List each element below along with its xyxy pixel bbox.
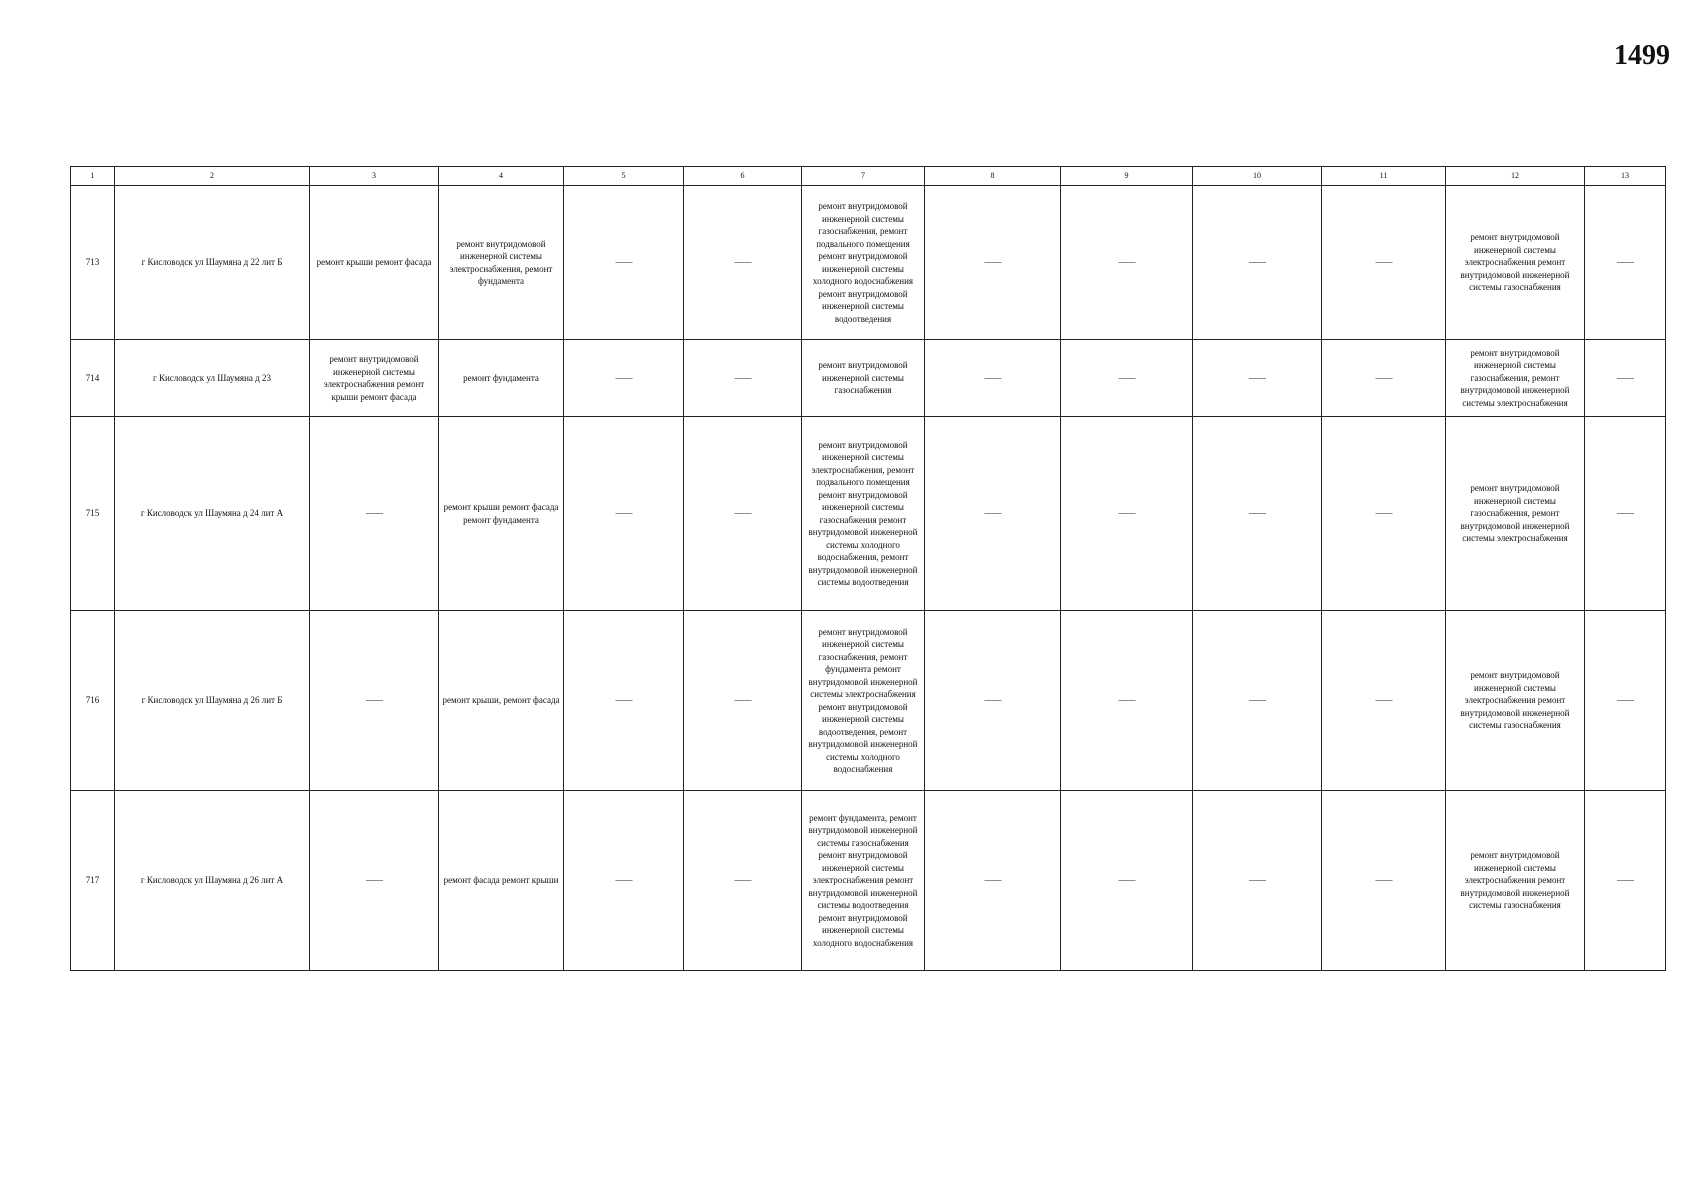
cell-col3: —— [310,791,439,971]
cell-col12: ремонт внутридомовой инженерной системы электроснабжения ремонт внутридомовой инженерной системы газоснабжения [1446,186,1585,340]
cell-col7: ремонт внутридомовой инженерной системы газоснабжения, ремонт фундамента ремонт внутридомовой инженерной системы электроснабжения ремонт внутридомовой инженерной системы водоотведения, ремонт внутридомовой инженерной системы холодного водоснабжения [802,611,925,791]
cell-col10: —— [1193,611,1322,791]
row-address: г Кисловодск ул Шаумяна д 24 лит А [115,417,310,611]
cell-col8: —— [925,791,1061,971]
cell-col11: —— [1322,417,1446,611]
row-address: г Кисловодск ул Шаумяна д 26 лит А [115,791,310,971]
col-header-4: 4 [439,167,564,186]
col-header-12: 12 [1446,167,1585,186]
col-header-3: 3 [310,167,439,186]
cell-col7: ремонт внутридомовой инженерной системы газоснабжения, ремонт подвального помещения ремонт внутридомовой инженерной системы холодного водоснабжения ремонт внутридомовой инженерной системы водоотведения [802,186,925,340]
table-row [71,417,1666,611]
cell-col13: —— [1585,186,1666,340]
cell-col3: —— [310,611,439,791]
cell-col12: ремонт внутридомовой инженерной системы электроснабжения ремонт внутридомовой инженерной системы газоснабжения [1446,611,1585,791]
cell-col7: ремонт фундамента, ремонт внутридомовой инженерной системы газоснабжения ремонт внутридомовой инженерной системы электроснабжения ремонт внутридомовой инженерной системы водоотведения ремонт внутридомовой инженерной системы холодного водоснабжения [802,791,925,971]
col-header-10: 10 [1193,167,1322,186]
col-header-6: 6 [684,167,802,186]
cell-col12: ремонт внутридомовой инженерной системы газоснабжения, ремонт внутридомовой инженерной системы электроснабжения [1446,417,1585,611]
cell-col13: —— [1585,791,1666,971]
col-header-8: 8 [925,167,1061,186]
cell-col3: ремонт крыши ремонт фасада [310,186,439,340]
table-row [71,340,1666,417]
cell-col10: —— [1193,791,1322,971]
row-number: 713 [71,186,115,340]
cell-col7: ремонт внутридомовой инженерной системы газоснабжения [802,340,925,417]
cell-col8: —— [925,611,1061,791]
cell-col6: —— [684,791,802,971]
cell-col6: —— [684,186,802,340]
cell-col12: ремонт внутридомовой инженерной системы электроснабжения ремонт внутридомовой инженерной системы газоснабжения [1446,791,1585,971]
row-number: 716 [71,611,115,791]
table-row [71,611,1666,791]
cell-col8: —— [925,186,1061,340]
row-address: г Кисловодск ул Шаумяна д 23 [115,340,310,417]
col-header-13: 13 [1585,167,1666,186]
cell-col4: ремонт крыши ремонт фасада ремонт фундамента [439,417,564,611]
cell-col4: ремонт внутридомовой инженерной системы электроснабжения, ремонт фундамента [439,186,564,340]
cell-col9: —— [1061,791,1193,971]
cell-col11: —— [1322,791,1446,971]
repair-schedule-table [70,166,1666,971]
col-header-2: 2 [115,167,310,186]
table-row [71,791,1666,971]
row-address: г Кисловодск ул Шаумяна д 22 лит Б [115,186,310,340]
cell-col5: —— [564,791,684,971]
cell-col5: —— [564,611,684,791]
cell-col4: ремонт фасада ремонт крыши [439,791,564,971]
cell-col9: —— [1061,611,1193,791]
cell-col8: —— [925,340,1061,417]
table-row [71,186,1666,340]
column-number-row [71,167,1666,186]
cell-col3: —— [310,417,439,611]
cell-col8: —— [925,417,1061,611]
cell-col12: ремонт внутридомовой инженерной системы газоснабжения, ремонт внутридомовой инженерной системы электроснабжения [1446,340,1585,417]
cell-col3: ремонт внутридомовой инженерной системы электроснабжения ремонт крыши ремонт фасада [310,340,439,417]
cell-col9: —— [1061,186,1193,340]
cell-col13: —— [1585,611,1666,791]
cell-col5: —— [564,186,684,340]
cell-col11: —— [1322,611,1446,791]
col-header-11: 11 [1322,167,1446,186]
cell-col4: ремонт фундамента [439,340,564,417]
row-number: 714 [71,340,115,417]
cell-col6: —— [684,611,802,791]
cell-col4: ремонт крыши, ремонт фасада [439,611,564,791]
col-header-5: 5 [564,167,684,186]
cell-col5: —— [564,340,684,417]
row-number: 717 [71,791,115,971]
row-number: 715 [71,417,115,611]
col-header-9: 9 [1061,167,1193,186]
cell-col7: ремонт внутридомовой инженерной системы электроснабжения, ремонт подвального помещения ремонт внутридомовой инженерной системы газоснабжения ремонт внутридомовой инженерной системы холодного водоснабжения, ремонт внутридомовой инженерной системы водоотведения [802,417,925,611]
cell-col13: —— [1585,417,1666,611]
cell-col5: —— [564,417,684,611]
col-header-7: 7 [802,167,925,186]
cell-col6: —— [684,417,802,611]
page-number: 1499 [1614,40,1670,71]
cell-col11: —— [1322,340,1446,417]
cell-col9: —— [1061,340,1193,417]
cell-col10: —— [1193,340,1322,417]
row-address: г Кисловодск ул Шаумяна д 26 лит Б [115,611,310,791]
cell-col10: —— [1193,417,1322,611]
cell-col9: —— [1061,417,1193,611]
cell-col10: —— [1193,186,1322,340]
cell-col6: —— [684,340,802,417]
col-header-1: 1 [71,167,115,186]
cell-col11: —— [1322,186,1446,340]
cell-col13: —— [1585,340,1666,417]
